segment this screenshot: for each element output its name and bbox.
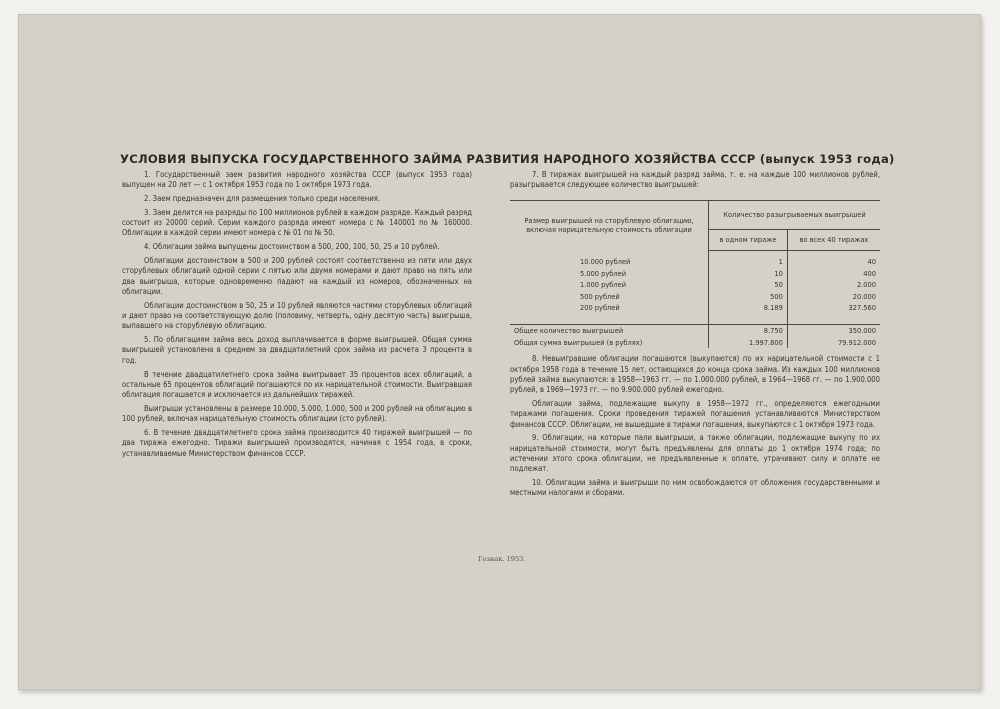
paragraph-8: 8. Невыигравшие облигации погашаются (выкупаются) по их нарицательной стоимости с 1 октября 1958 года в течение 15 лет, остающихся до конца срока займа. Из каждых 100 миллионов рублей займа выкупаются: в 1958—1963 гг. — по 1.000.000 рублей, в 1964—1968 гг. — по 1.900.000 рублей, в 1969—1973 гг. — по 9.900.000 рублей ежегодно. [510,354,880,395]
table-row: 200 рублей 8.189 327.560 [510,302,880,314]
left-column [122,170,472,462]
table-row: 5.000 рублей 10 400 [510,268,880,280]
right-column [510,170,880,502]
subheader-all-draws: во всех 40 тиражах [787,229,880,250]
table-row: 10.000 рублей 1 40 [510,256,880,268]
paragraph-9: 9. Облигации, на которые пали выигрыши, а также облигации, подлежащие выкупу по их нарицательной стоимости, могут быть предъявлены для оплаты до 1 октября 1974 года; по истечении этого срока облигации, не предъявленные к оплате, утрачивают силу и оплате не подлежат. [510,433,880,474]
paragraph-4a: Облигации достоинством в 500 и 200 рублей состоят соответственно из пяти или двух сторублевых облигаций одной серии с пятью или двумя номерами и дают право на пять или два выигрыша, которые одновременно падают на каждый из номеров, обозначенных на облигации. [122,256,472,296]
table-total-count: Общее количество выигрышей 8.750 350.000 [510,325,880,337]
paragraph-4: 4. Облигации займа выпущены достоинством в 500, 200, 100, 50, 25 и 10 рублей. [144,242,440,252]
paragraph-7: 7. В тиражах выигрышей на каждый разряд займа, т. е. на каждые 100 миллионов рублей, разыгрывается следующее количество выигрышей: [510,170,880,190]
table-row: 1.000 рублей 50 2.000 [510,279,880,291]
paragraph-6: 6. В течение двадцатилетнего срока займа производится 40 тиражей выигрышей — по два тиража ежегодно. Тиражи выигрышей производятся, начиная с 1954 года, в сроки, устанавливаемые Министерством финансов СССР. [122,428,472,458]
table-total-sum: Общая сумма выигрышей (в рублях) 1.997.800 79.912.000 [510,337,880,349]
document-title: УСЛОВИЯ ВЫПУСКА ГОСУДАРСТВЕННОГО ЗАЙМА РАЗВИТИЯ НАРОДНОГО ХОЗЯЙСТВА СССР (выпуск 1953 года) [120,152,895,166]
subheader-one-draw: в одном тираже [709,229,788,250]
paragraph-4b: Облигации достоинством в 50, 25 и 10 рублей являются частями сторублевых облигаций и дают право на соответствующую долю (половину, четверть, одну десятую часть) выигрыша, выпавшего на сторублевую облигацию. [122,300,472,331]
printer-mark: Гознак. 1953. [478,555,526,563]
paragraph-10: 10. Облигации займа и выигрыши по ним освобождаются от обложения государственными и местными налогами и сборами. [510,478,880,498]
col-header-count: Количество разыгрываемых выигрышей [709,200,881,229]
paragraph-5b: Выигрыши установлены в размере 10.000, 5.000, 1.000, 500 и 200 рублей на облигацию в 100 рублей, включая нарицательную стоимость облигации (сто рублей). [122,403,472,424]
prize-table [510,200,880,349]
paragraph-5: 5. По облигациям займа весь доход выплачивается в форме выигрышей. Общая сумма выигрышей установлена в среднем за двадцатилетний срок займа из расчета 3 процента в год. [122,335,472,365]
paragraph-5a: В течение двадцатилетнего срока займа выигрывает 35 процентов всех облигаций, а остальные 65 процентов облигаций погашаются по их нарицательной стоимости. Выигравшая облигация погашается и исключается из дальнейших тиражей. [122,369,472,400]
table-row: 500 рублей 500 20.000 [510,291,880,303]
paragraph-2: 2. Заем предназначен для размещения только среди населения. [144,194,381,204]
paragraph-1: 1. Государственный заем развития народного хозяйства СССР (выпуск 1953 года) выпущен на 20 лет — с 1 октября 1953 года по 1 октября 1973 года. [122,170,472,190]
paragraph-3: 3. Заем делится на разряды по 100 миллионов рублей в каждом разряде. Каждый разряд состоит из 20000 серий. Серии каждого разряда имеют номера с № 140001 по № 160000. Облигации в каждой серии имеют номера с № 01 по № 50. [122,207,472,238]
col-header-size: Размер выигрышей на сторублевую облигацию, включая нарицательную стоимость облигации [510,200,709,250]
paragraph-8a: Облигации займа, подлежащие выкупу в 1958—1972 гг., определяются ежегодными тиражами погашения. Сроки проведения тиражей погашения устанавливаются Министерством финансов СССР. Облигации, не вышедшие в тиражи погашения, выкупаются с 1 октября 1973 года. [510,398,880,429]
